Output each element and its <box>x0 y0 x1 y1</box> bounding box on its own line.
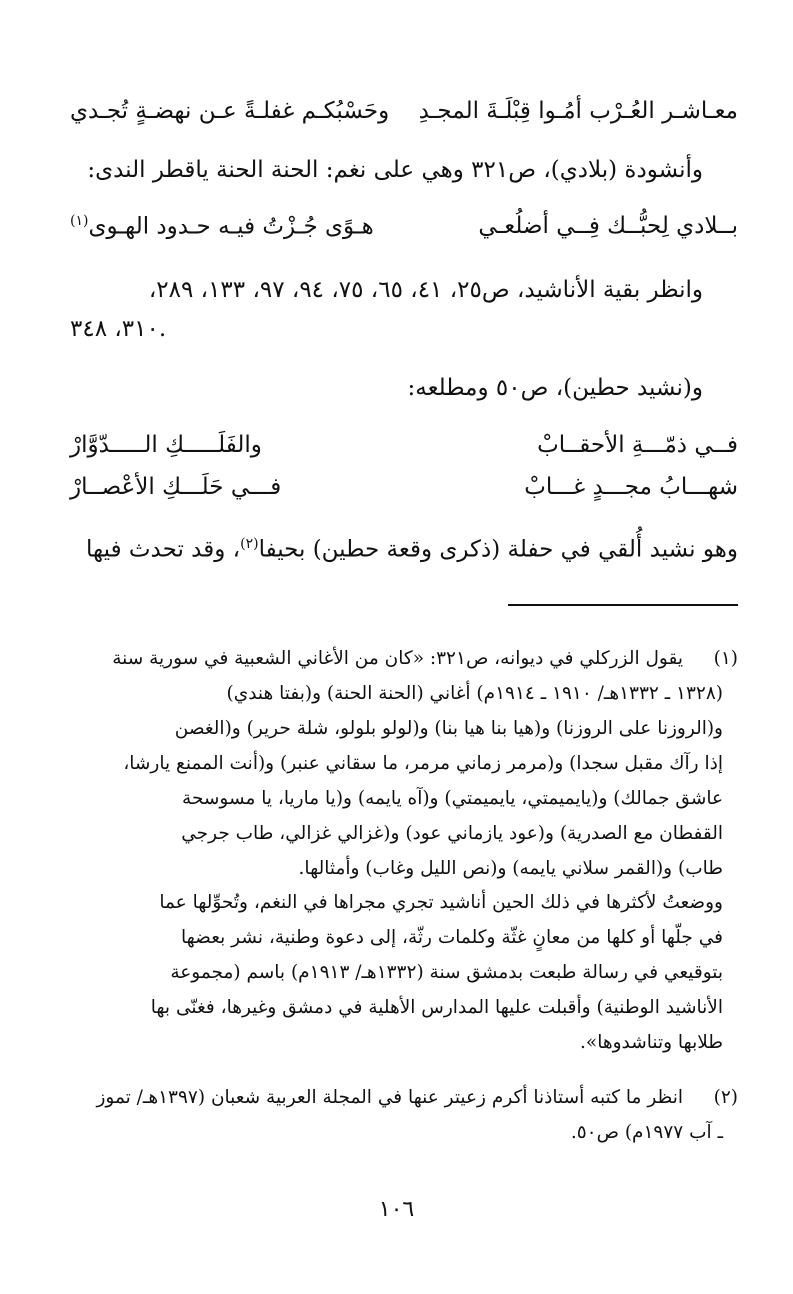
footnote-separator <box>508 604 738 606</box>
paragraph-biladi-anthem: وأنشودة (بلادي)، ص٣٢١ وهي على نغم: الحنة الحنة ياقطر الندى: <box>87 157 703 183</box>
footnote-1-line-10: بتوقيعي في رسالة طبعت بدمشق سنة (١٣٣٢هـ/ ١٩١٣م) باسم (مجموعة <box>170 962 723 983</box>
verse-1-second-hemistich: وحَسْبُكـم غفلـةً عـن نهضـةٍ تُجـدي <box>70 98 390 124</box>
footnote-1-line-8: ووضعتُ لأكثرها في ذلك الحين أناشيد تجري مجراها في النغم، وتُحوِّلها عما <box>159 892 723 913</box>
verse-4 <box>70 474 738 510</box>
verse-2-first-hemistich: بــلادي لِحبُّــك فِــي أضلُعـي <box>478 213 738 239</box>
paragraph-other-anthems-line-1: وانظر بقية الأناشيد، ص٢٥، ٤١، ٦٥، ٧٥، ٩٤، ٩٧، ١٣٣، ٢٨٩، <box>148 277 703 303</box>
footnote-ref-1: (١) <box>70 213 89 229</box>
verse-2-second-hemistich-text: هـوًى جُـزْتُ فيـه حـدود الهـوى <box>88 213 374 240</box>
verse-3-second-hemistich: والفَلَـــــكِ الـــــدّوَّارْ <box>70 432 262 458</box>
footnote-1-number: (١) <box>713 648 738 669</box>
footnote-1-line-9: في جلّها أو كلها من معانٍ غثّة وكلمات رثّة، إلى دعوة وطنية، نشر بعضها <box>181 927 723 948</box>
footnote-2-line-2: ـ آب ١٩٧٧م) ص٥٠. <box>570 1122 723 1143</box>
footnote-1-line-4: إذا رآك مقبل سجدا) و(مرمر زماني مرمر، ما سقاني عنبر) و(أنت الممنع يارشا، <box>123 753 723 774</box>
paragraph-hattin-event-tail: ، وقد تحدث فيها <box>86 536 241 563</box>
verse-1-first-hemistich: معـاشـر العُـرْب أمُـوا قِبْلَـةَ المجـدِ <box>418 98 738 124</box>
verse-2-second-hemistich <box>70 213 374 240</box>
footnote-1-line-11: الأناشيد الوطنية) وأقبلت عليها المدارس الأهلية في دمشق وغيرها، فغنّى بها <box>150 997 723 1018</box>
verse-2 <box>70 213 738 249</box>
paragraph-hattin-event <box>70 536 738 563</box>
footnote-2-line-1: انظر ما كتبه أستاذنا أكرم زعيتر عنها في المجلة العربية شعبان (١٣٩٧هـ/ تموز <box>96 1087 683 1108</box>
footnote-2-number: (٢) <box>713 1087 738 1108</box>
footnote-1-line-12: طلابها وتناشدوها». <box>580 1032 723 1053</box>
footnote-1-line-6: القفطان مع الصدرية) و(عود يازماني عود) و(غزالي غزالي، طاب جرجي <box>181 823 723 844</box>
verse-3 <box>70 432 738 468</box>
footnote-1-line-5: عاشق جمالك) و(يايميمتي، يايميمتي) و(آه يايمه) و(يا ماريا، يا مسوسحة <box>182 788 723 809</box>
footnote-1-line-1: يقول الزركلي في ديوانه، ص٣٢١: «كان من الأغاني الشعبية في سورية سنة <box>112 648 683 669</box>
verse-1 <box>70 98 738 134</box>
paragraph-hattin-anthem: و(نشيد حطين)، ص٥٠ ومطلعه: <box>407 375 703 401</box>
footnote-1-line-7: طاب) و(القمر سلاني يايمه) و(نص الليل وغاب) وأمثالها. <box>298 858 723 879</box>
footnote-1-line-3: و(الروزنا على الروزنا) و(هيا بنا هيا بنا) و(لولو بلولو، شلة حرير) و(الغصن <box>174 718 723 739</box>
verse-4-second-hemistich: فـــي حَلَـــكِ الأعْصــارْ <box>70 474 282 500</box>
paragraph-other-anthems-line-2: ٣١٠، ٣٤٨. <box>70 316 167 342</box>
page-number: ١٠٦ <box>378 1197 415 1222</box>
footnote-1-line-2: (١٣٢٨ ـ ١٣٣٢هـ/ ١٩١٠ ـ ١٩١٤م) أغاني (الحنة الحنة) و(بفتا هندي) <box>226 683 723 704</box>
verse-3-first-hemistich: فــي ذمّـــةِ الأحقــابْ <box>537 432 738 458</box>
verse-4-first-hemistich: شهـــابُ مجـــدٍ غـــابْ <box>524 474 738 500</box>
footnote-ref-2: (٢) <box>240 536 259 552</box>
paragraph-hattin-event-text: وهو نشيد أُلقي في حفلة (ذكرى وقعة حطين) بحيفا <box>258 536 738 563</box>
